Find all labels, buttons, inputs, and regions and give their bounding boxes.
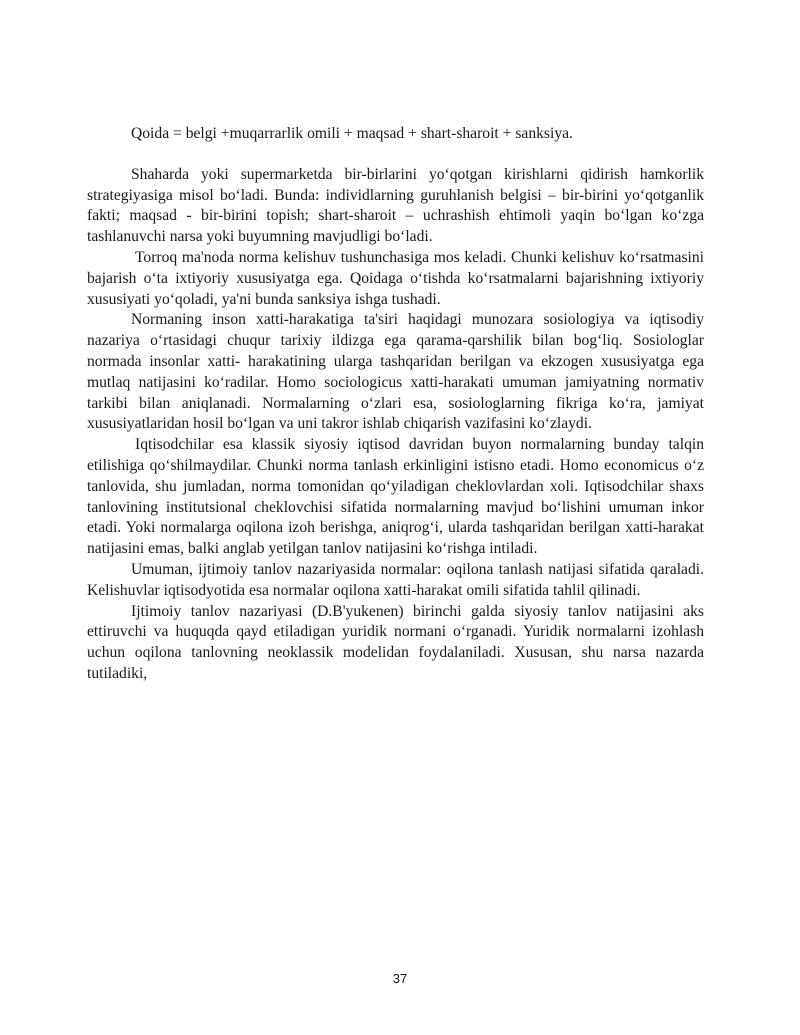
paragraph-social-choice-norms: Umuman, ijtimoiy tanlov nazariyasida normalar: oqilona tanlash natijasi sifatida qaraladi. Kelishuvlar iqtisodyotida esa normalar oqilona xatti-harakat omili sifatida tahlil qilinadi.: [87, 560, 704, 599]
rule-formula: Qoida = belgi +muqarrarlik omili + maqsad + shart-sharoit + sanksiya.: [131, 125, 573, 142]
paragraph-sociology-economics-debate: Normaning inson xatti-harakatiga ta'siri haqidagi munozara sosiologiya va iqtisodiy nazariya o‘rtasidagi chuqur tarixiy ildizga ega qarama-qarshilik bilan bog‘liq. Sosiologlar normada insonlar xatti- harakatining ularga tashqaridan berilgan va ekzogen xususiyatga ega mutlaq natijasini ko‘radilar. Homo sociologicus xatti-harakati umuman jamiyatning normativ tarkibi bilan aniqlanadi. Normalarning o‘zlari esa, sosiologlarning fikriga ko‘ra, jamiyat xususiyatlaridan hosil bo‘lgan va uni takror ishlab chiqarish vazifasini ko‘zlaydi.: [87, 311, 704, 433]
paragraph-cooperation-example: Shaharda yoki supermarketda bir-birlarini yo‘qotgan kirishlarni qidirish hamkorlik strategiyasiga misol bo‘ladi. Bunda: individlarning guruhlanish belgisi – bir-birini yo‘qotganlik fakti; maqsad - bir-birini topish; shart-sharoit – uchrashish ehtimoli yaqin bo‘lgan ko‘zga tashlanuvchi narsa yoki buyumning mavjudligi bo‘ladi.: [87, 165, 704, 246]
page-number: 37: [392, 971, 408, 986]
paragraph-buchanan-theory: Ijtimoiy tanlov nazariyasi (D.B'yukenen) birinchi galda siyosiy tanlov natijasini aks ettiruvchi va huquqda qayd etiladigan yuridik normani o‘rganadi. Yuridik normalarni izohlash uchun oqilona tanlovning neoklassik modelidan foydalaniladi. Xususan, shu narsa nazarda tutiladiki,: [87, 602, 704, 682]
paragraph-economists-view: Iqtisodchilar esa klassik siyosiy iqtisod davridan buyon normalarning bunday talqin etilishiga qo‘shilmaydilar. Chunki norma tanlash erkinligini istisno etadi. Homo economicus o‘z tanlovida, shu jumladan, norma tomonidan qo‘yiladigan cheklovlardan xoli. Iqtisodchilar shaxs tanlovining institutsional cheklovchisi sifatida normalarning mavjud bo‘lishini umuman inkor etadi. Yoki normalarga oqilona izoh berishga, aniqrog‘i, ularda tashqaridan berilgan xatti-harakat natijasini emas, balki anglab yetilgan tanlov natijasini ko‘rishga intiladi.: [87, 436, 704, 558]
page-body: [87, 124, 704, 685]
paragraph-norm-agreement: Torroq ma'noda norma kelishuv tushunchasiga mos keladi. Chunki kelishuv ko‘rsatmasini bajarish o‘ta ixtiyoriy xususiyatga ega. Qoidaga o‘tishda ko‘rsatmalarni bajarishning ixtiyoriy xususiyati yo‘qoladi, ya'ni bunda sanksiya ishga tushadi.: [87, 248, 704, 308]
